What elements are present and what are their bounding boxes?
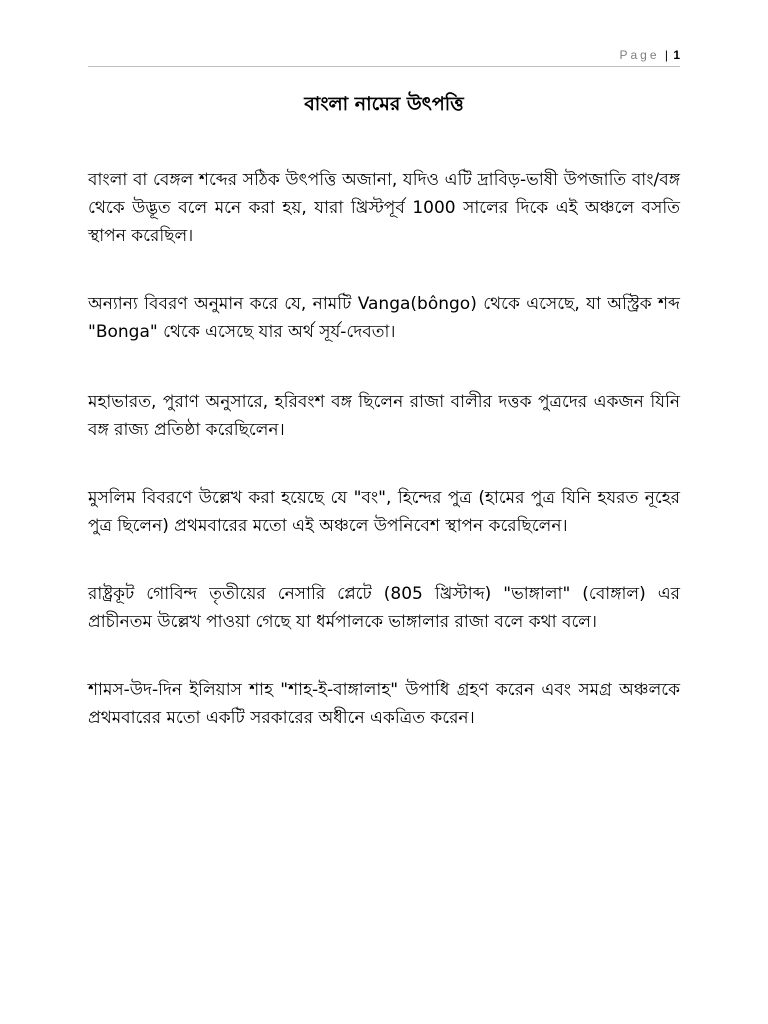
paragraph-2: অন্যান্য বিবরণ অনুমান করে যে, নামটি Vanga(bôngo) থেকে এসেছে, যা অস্ট্রিক শব্দ "Bonga" থেকে এসেছে যার অর্থ সূর্য-দেবতা। xyxy=(88,294,680,342)
page-header xyxy=(88,46,680,67)
paragraph-6: শামস-উদ-দিন ইলিয়াস শাহ "শাহ-ই-বাঙ্গালাহ" উপাধি গ্রহণ করেন এবং সমগ্র অঞ্চলকে প্রথমবারের মতো একটি সরকারের অধীনে একত্রিত করেন। xyxy=(88,680,680,728)
paragraph-3: মহাভারত, পুরাণ অনুসারে, হরিবংশ বঙ্গ ছিলেন রাজা বালীর দত্তক পুত্রদের একজন যিনি বঙ্গ রাজ্য প্রতিষ্ঠা করেছিলেন। xyxy=(88,392,680,440)
page-number: 1 xyxy=(673,48,680,62)
paragraph-4: মুসলিম বিবরণে উল্লেখ করা হয়েছে যে "বং", হিন্দের পুত্র (হামের পুত্র যিনি হযরত নূহের পুত্র ছিলেন) প্রথমবারের মতো এই অঞ্চলে উপনিবেশ স্থাপন করেছিলেন। xyxy=(88,488,680,536)
paragraph-5: রাষ্ট্রকূট গোবিন্দ তৃতীয়ের নেসারি প্লেটে (805 খ্রিস্টাব্দ) "ভাঙ্গালা" (বোঙ্গাল) এর প্রাচীনতম উল্লেখ পাওয়া গেছে যা ধর্মপালকে ভাঙ্গালার রাজা বলে কথা বলে। xyxy=(88,584,680,632)
document-title: বাংলা নামের উৎপত্তি xyxy=(304,93,464,115)
paragraph-1: বাংলা বা বেঙ্গল শব্দের সঠিক উৎপত্তি অজানা, যদিও এটি দ্রাবিড়-ভাষী উপজাতি বাং/বঙ্গ থেকে উদ্ভূত বলে মনে করা হয়, যারা খ্রিস্টপূর্ব 1000 সালের দিকে এই অঞ্চলে বসতি স্থাপন করেছিল। xyxy=(88,170,680,246)
page-separator: | xyxy=(664,48,668,62)
page-label: Page xyxy=(619,48,660,62)
